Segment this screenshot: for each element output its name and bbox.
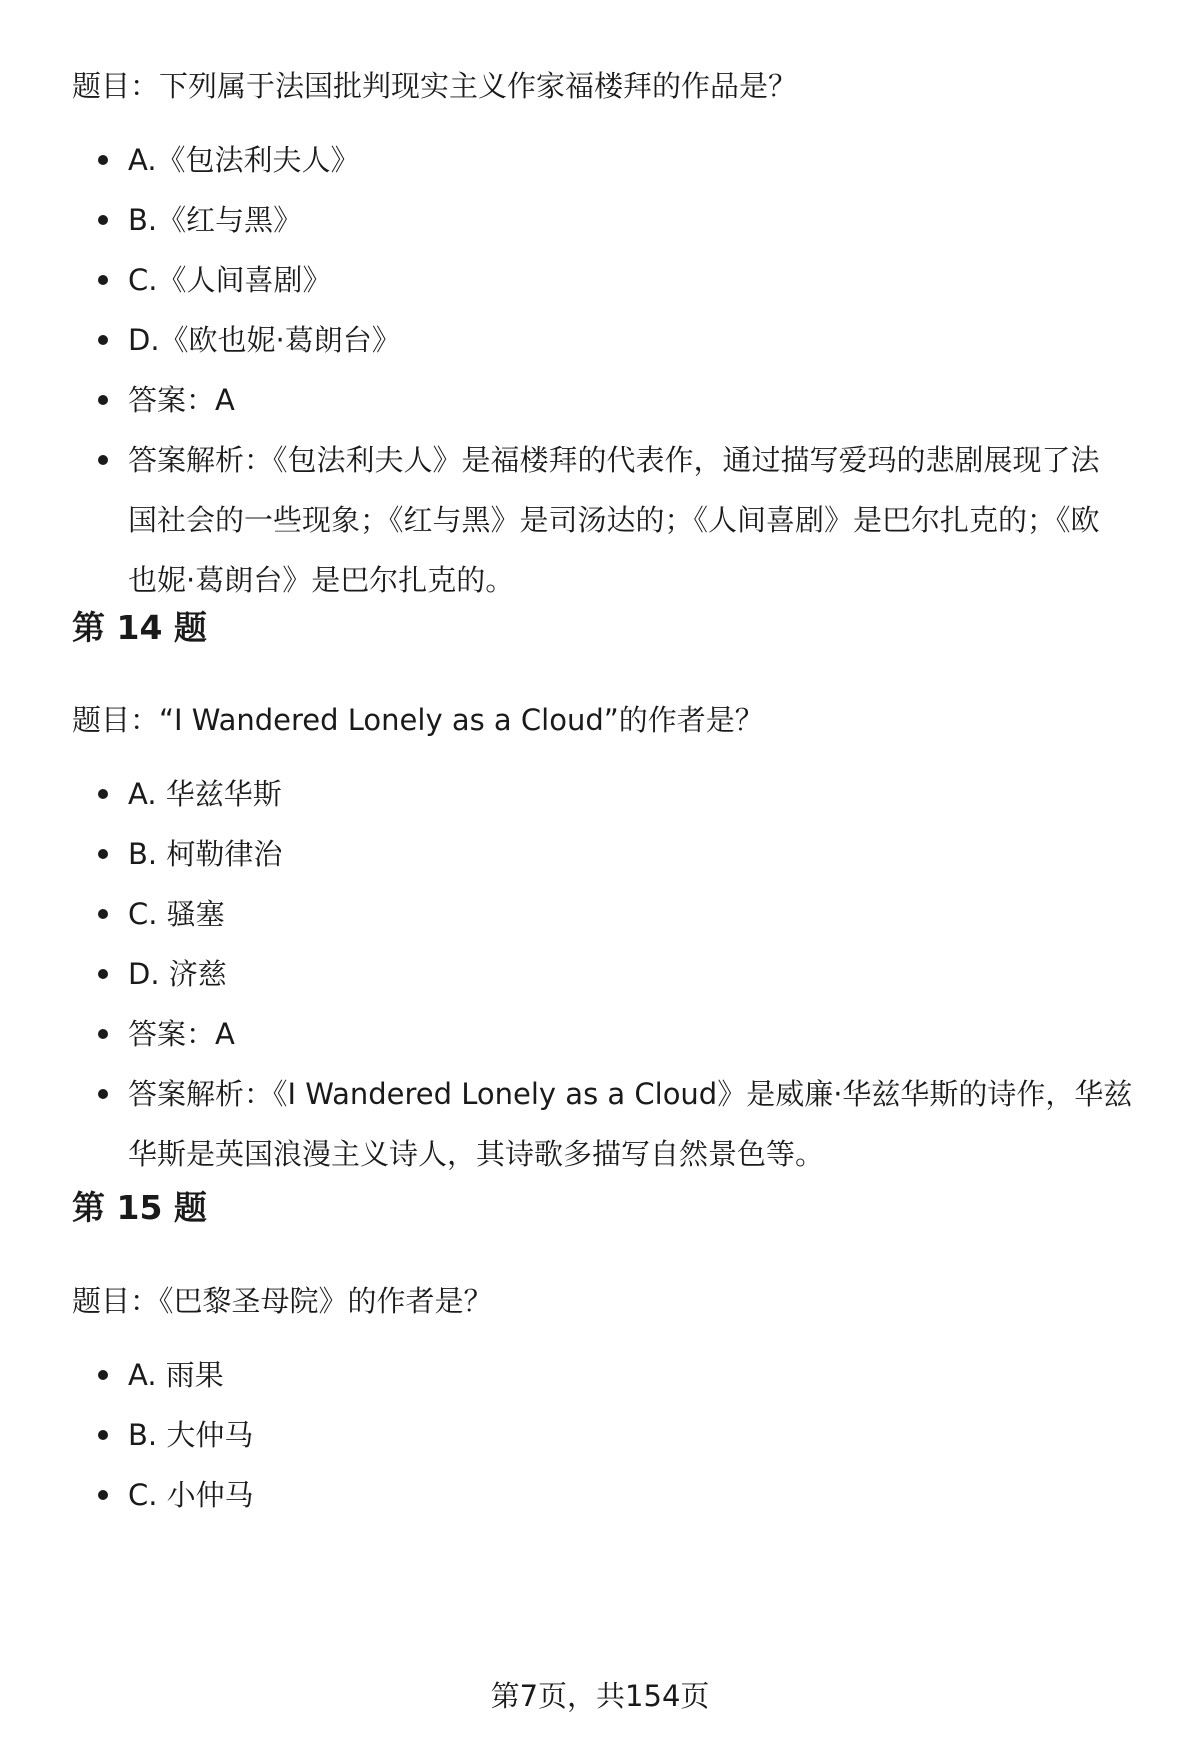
page-number-footer: 第7页，共154页 — [490, 1679, 710, 1713]
q14-options — [72, 764, 1152, 1184]
q14-stem: 题目：“I Wandered Lonely as a Cloud”的作者是？ — [72, 703, 764, 737]
q13-option-b: B.《红与黑》 — [72, 190, 1152, 250]
q14-option-b: B. 柯勒律治 — [72, 824, 1152, 884]
q15-option-c: C. 小仲马 — [72, 1465, 1152, 1525]
q13-stem: 题目：下列属于法国批判现实主义作家福楼拜的作品是？ — [72, 69, 798, 103]
q15-option-a: A. 雨果 — [72, 1345, 1152, 1405]
q14-answer: 答案：A — [72, 1004, 1152, 1064]
q14-option-a: A. 华兹华斯 — [72, 764, 1152, 824]
q14-option-c: C. 骚塞 — [72, 884, 1152, 944]
q15-option-b: B. 大仲马 — [72, 1405, 1152, 1465]
q15-stem: 题目：《巴黎圣母院》的作者是？ — [72, 1284, 493, 1318]
q14-option-d: D. 济慈 — [72, 944, 1152, 1004]
q13-option-c: C.《人间喜剧》 — [72, 250, 1152, 310]
q13-option-d: D.《欧也妮·葛朗台》 — [72, 310, 1152, 370]
q13-options — [72, 130, 1152, 610]
q13-analysis: 答案解析：《包法利夫人》是福楼拜的代表作，通过描写爱玛的悲剧展现了法国社会的一些现象；《红与黑》是司汤达的；《人间喜剧》是巴尔扎克的；《欧也妮·葛朗台》是巴尔扎克的。 — [72, 430, 1128, 610]
q15-options — [72, 1345, 1152, 1525]
q14-heading: 第 14 题 — [72, 608, 207, 647]
q13-option-a: A.《包法利夫人》 — [72, 130, 1152, 190]
q14-analysis: 答案解析：《I Wandered Lonely as a Cloud》是威廉·华兹华斯的诗作，华兹华斯是英国浪漫主义诗人，其诗歌多描写自然景色等。 — [72, 1064, 1148, 1184]
q13-answer: 答案：A — [72, 370, 1152, 430]
q15-heading: 第 15 题 — [72, 1188, 207, 1227]
